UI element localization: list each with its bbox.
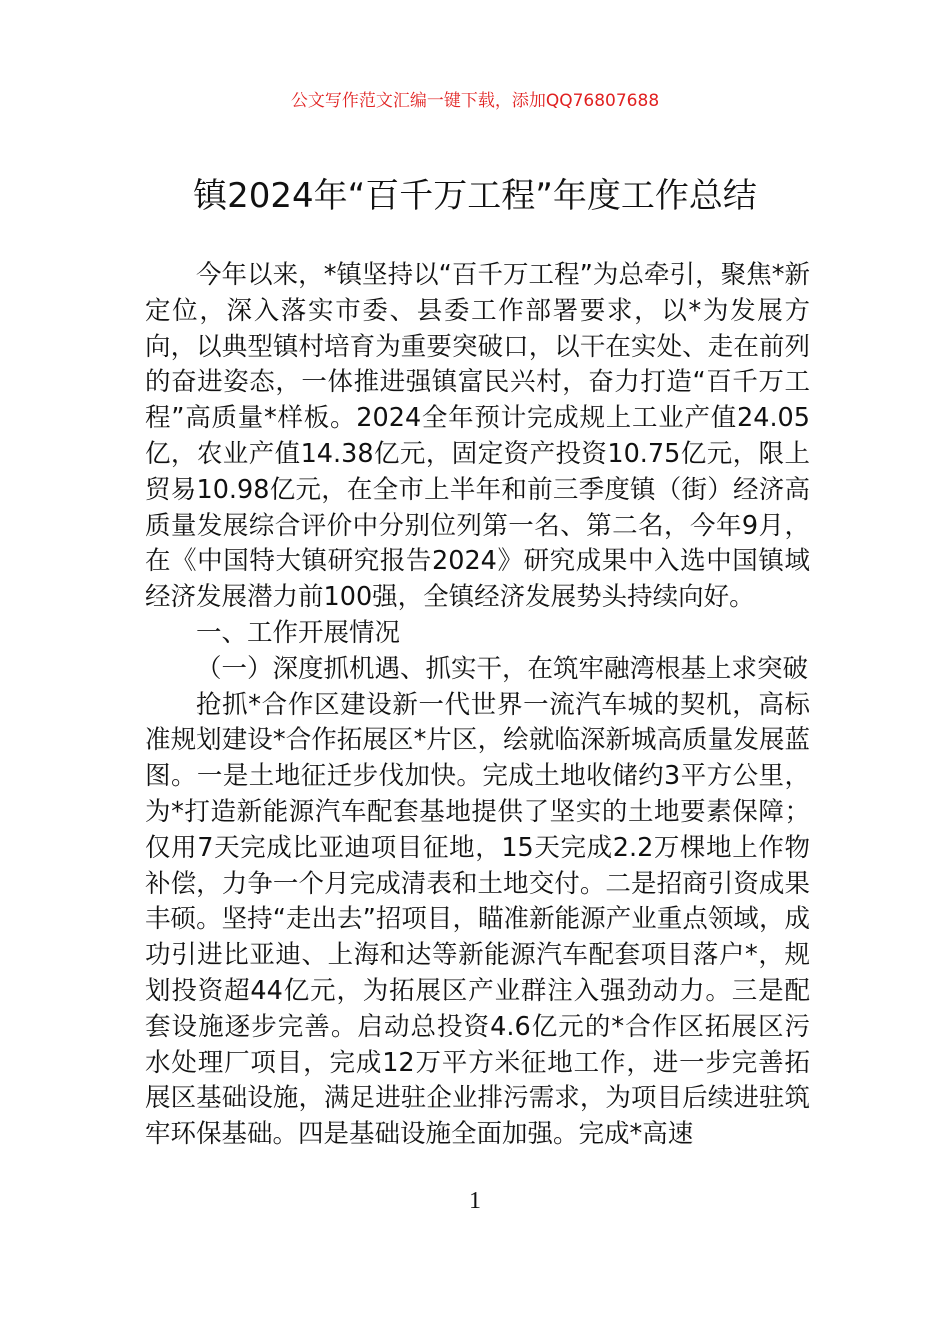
page-number: 1 [469, 1188, 481, 1214]
document-title: 镇2024年“百千万工程”年度工作总结 [193, 176, 757, 216]
section-heading: 一、工作开展情况 [196, 617, 401, 648]
document-body [145, 258, 810, 1153]
download-promo-note: 公文写作范文汇编一键下载，添加QQ76807688 [290, 91, 660, 111]
subsection-heading: （一）深度抓机遇、抓实干，在筑牢融湾根基上求突破 [196, 653, 809, 684]
intro-paragraph: 今年以来，*镇坚持以“百千万工程”为总牵引，聚焦*新定位，深入落实市委、县委工作部署要求，以*为发展方向，以典型镇村培育为重要突破口，以干在实处、走在前列的奋进姿态，一体推进强镇富民兴村，奋力打造“百千万工程”高质量*样板。2024全年预计完成规上工业产值24.05亿，农业产值14.38亿元，固定资产投资10.75亿元，限上贸易10.98亿元，在全市上半年和前三季度镇（街）经济高质量发展综合评价中分别位列第一名、第二名，今年9月，在《中国特大镇研究报告2024》研究成果中入选中国镇域经济发展潜力前100强，全镇经济发展势头持续向好。 [145, 260, 810, 613]
body-paragraph: 抢抓*合作区建设新一代世界一流汽车城的契机，高标准规划建设*合作拓展区*片区，绘就临深新城高质量发展蓝图。一是土地征迁步伐加快。完成土地收储约3平方公里，为*打造新能源汽车配套基地提供了坚实的土地要素保障；仅用7天完成比亚迪项目征地，15天完成2.2万棵地上作物补偿，力争一个月完成清表和土地交付。二是招商引资成果丰硕。坚持“走出去”招项目，瞄准新能源产业重点领域，成功引进比亚迪、上海和达等新能源汽车配套项目落户*，规划投资超44亿元，为拓展区产业群注入强劲动力。三是配套设施逐步完善。启动总投资4.6亿元的*合作区拓展区污水处理厂项目，完成12万平方米征地工作，进一步完善拓展区基础设施，满足进驻企业排污需求，为项目后续进驻筑牢环保基础。四是基础设施全面加强。完成*高速 [145, 689, 810, 1150]
